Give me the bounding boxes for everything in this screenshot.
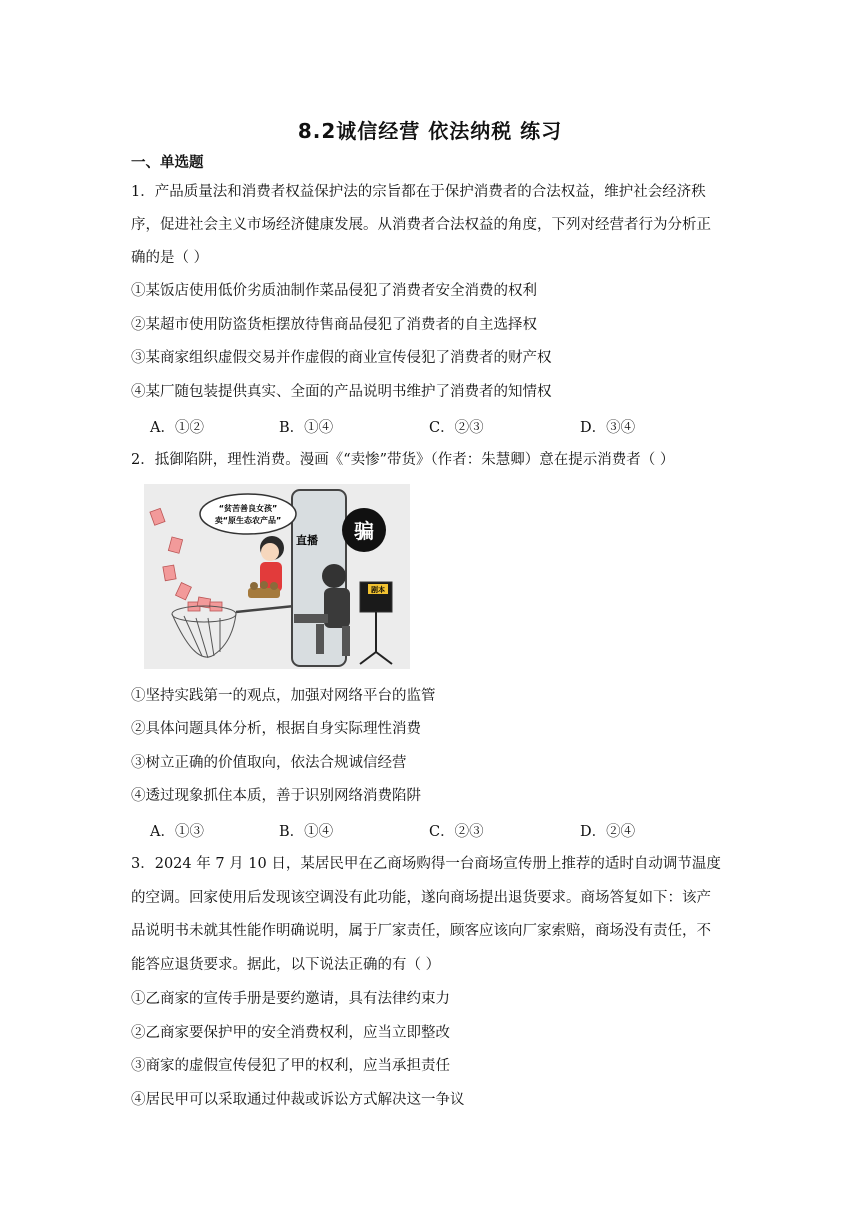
q2-option-a[interactable]: A．①③	[150, 824, 204, 840]
q2-item: ①坚持实践第一的观点，加强对网络平台的监管	[131, 688, 436, 704]
q2-option-d[interactable]: D．②④	[580, 824, 636, 840]
q3-item: ①乙商家的宣传手册是要约邀请，具有法律约束力	[131, 991, 450, 1007]
live-label: 直播	[296, 534, 318, 547]
q3-stem-line: 的空调。回家使用后发现该空调没有此功能，遂向商场提出退货要求。商场答复如下：该产	[131, 890, 711, 906]
q3-stem-line: 品说明书未就其性能作明确说明，属于厂家责任，顾客应该向厂家索赔，商场没有责任，不	[131, 923, 711, 939]
speech-bubble	[200, 494, 296, 534]
q2-stem: 2．抵御陷阱，理性消费。漫画《“卖惨”带货》（作者：朱慧卿）意在提示消费者（ ）	[131, 452, 675, 468]
section-heading: 一、单选题	[131, 155, 204, 171]
q1-option-c[interactable]: C．②③	[429, 420, 484, 436]
q1-stem-line: 序，促进社会主义市场经济健康发展。从消费者合法权益的角度，下列对经营者行为分析正	[131, 217, 711, 233]
bubble-text-1: “贫苦善良女孩”	[218, 504, 278, 513]
q3-stem-line: 3．2024 年 7 月 10 日，某居民甲在乙商场购得一台商场宣传册上推荐的适时自动调节温度	[131, 856, 721, 872]
q2-item: ④透过现象抓住本质，善于识别网络消费陷阱	[131, 788, 421, 804]
q1-stem-line: 确的是（ ）	[131, 250, 209, 266]
q3-item: ④居民甲可以采取通过仲裁或诉讼方式解决这一争议	[131, 1092, 465, 1108]
q2-option-b[interactable]: B．①④	[279, 824, 334, 840]
q2-item: ②具体问题具体分析，根据自身实际理性消费	[131, 721, 421, 737]
q1-item: ①某饭店使用低价劣质油制作菜品侵犯了消费者安全消费的权利	[131, 283, 537, 299]
q2-item: ③树立正确的价值取向，依法合规诚信经营	[131, 755, 407, 771]
q1-option-b[interactable]: B．①④	[279, 420, 334, 436]
q1-stem-line: 1．产品质量法和消费者权益保护法的宗旨都在于保护消费者的合法权益，维护社会经济秩	[131, 184, 706, 200]
bubble-text-2: 卖“原生态农产品”	[214, 516, 282, 525]
q2-option-c[interactable]: C．②③	[429, 824, 484, 840]
q1-item: ②某超市使用防盗货柜摆放待售商品侵犯了消费者的自主选择权	[131, 317, 537, 333]
q3-item: ③商家的虚假宣传侵犯了甲的权利，应当承担责任	[131, 1058, 450, 1074]
q1-option-d[interactable]: D．③④	[580, 420, 636, 436]
scam-bubble	[342, 508, 386, 552]
q3-stem-line: 能答应退货要求。据此，以下说法正确的有（ ）	[131, 957, 441, 973]
scam-label: 骗	[354, 519, 374, 543]
q1-option-a[interactable]: A．①②	[150, 420, 204, 436]
q1-item: ③某商家组织虚假交易并作虚假的商业宣传侵犯了消费者的财产权	[131, 350, 552, 366]
script-label: 剧本	[371, 586, 385, 594]
page-title: 8.2诚信经营 依法纳税 练习	[297, 119, 563, 143]
cartoon-image	[144, 484, 410, 669]
q1-item: ④某厂随包装提供真实、全面的产品说明书维护了消费者的知情权	[131, 384, 552, 400]
q3-item: ②乙商家要保护甲的安全消费权利，应当立即整改	[131, 1025, 450, 1041]
